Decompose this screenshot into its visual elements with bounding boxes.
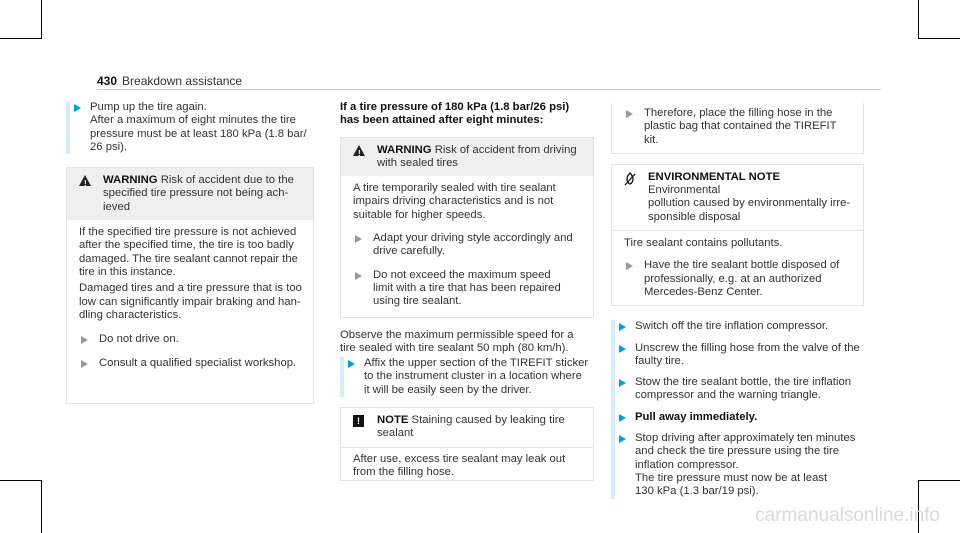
text-line: Observe the maximum permissible speed for a — [340, 328, 574, 341]
warning-label: WARNING — [377, 143, 432, 156]
action-item — [353, 269, 583, 309]
text-line: pressure must be at least 180 kPa (1.8 bar/ — [90, 127, 307, 140]
text-line: Do not drive on. — [99, 333, 179, 346]
warning-body — [341, 176, 593, 316]
step-arrow-icon — [619, 345, 626, 353]
text-line: compressor and the warning triangle. — [635, 389, 821, 402]
step-arrow-icon — [619, 379, 626, 387]
note-label: NOTE — [377, 414, 409, 427]
step-arrow-icon — [619, 414, 626, 422]
text-line: has been attained after eight minutes: — [340, 114, 544, 127]
text-line: Adapt your driving style accordingly and — [373, 232, 573, 245]
step-pump-up — [72, 101, 314, 154]
step-stow-items — [617, 376, 864, 403]
text-line: sealant — [377, 427, 414, 440]
text-line: If a tire pressure of 180 kPa (1.8 bar/26 psi) — [340, 101, 570, 113]
environmental-note-header — [612, 165, 863, 231]
text-line: Do not exceed the maximum speed — [373, 268, 551, 281]
text-line: Therefore, place the filling hose in the — [644, 107, 833, 119]
text-line: ieved — [103, 200, 131, 213]
text-line: impairs driving characteristics and is not — [353, 195, 554, 208]
text-line: Have the tire sealant bottle disposed of — [644, 259, 840, 272]
action-item — [79, 357, 303, 370]
column-3 — [611, 103, 864, 499]
section-heading — [340, 101, 594, 128]
text-line: dling characteristics. — [79, 308, 182, 321]
text-line: Risk of accident due to the — [160, 174, 294, 187]
warning-box — [340, 137, 594, 318]
warning-body — [67, 220, 313, 371]
header-divider — [97, 89, 881, 90]
note-header — [341, 408, 593, 448]
text-line: low can significantly impair braking and han- — [79, 295, 301, 308]
step-arrow-icon — [355, 235, 362, 243]
text-line: damaged. The tire sealant cannot repair the — [79, 252, 298, 265]
watermark: carmanualsonline.info — [755, 505, 940, 526]
text-line: Staining caused by leaking tire — [411, 414, 565, 427]
warning-header — [341, 138, 593, 177]
crop-mark — [918, 38, 960, 39]
step-unscrew-hose — [617, 342, 864, 369]
text-line: Damaged tires and a tire pressure that is too — [79, 282, 302, 295]
column-2 — [340, 101, 594, 481]
text-line: faulty tire. — [635, 354, 684, 367]
text-line: Mercedes-Benz Center. — [644, 285, 763, 298]
text-line: to the instrument cluster in a location where — [364, 370, 582, 383]
step-block — [340, 357, 594, 397]
text-line: Pump up the tire again. — [90, 101, 207, 113]
text-line: suitable for higher speeds. — [353, 208, 486, 221]
action-item — [624, 107, 853, 147]
page-header — [97, 74, 242, 88]
environment-icon — [624, 172, 636, 186]
paragraph — [340, 329, 594, 356]
note-continued-box — [611, 103, 864, 154]
text-line: The tire pressure must now be at least — [635, 471, 828, 484]
crop-mark — [918, 0, 919, 39]
text-line: specified tire pressure not being ach- — [103, 187, 289, 200]
warning-header — [67, 168, 313, 220]
text-line: 130 kPa (1.3 bar/19 psi). — [635, 485, 759, 498]
step-block — [66, 101, 314, 154]
step-affix-sticker — [346, 357, 594, 397]
text-line: from the filling hose. — [353, 465, 455, 478]
note-body — [341, 448, 593, 480]
text-line: tire in this instance. — [79, 265, 176, 278]
text-line: After use, excess tire sealant may leak out — [353, 452, 566, 465]
text-line: sponsible disposal — [648, 210, 741, 223]
text-line: it will be easily seen by the driver. — [364, 383, 532, 396]
step-arrow-icon — [348, 360, 355, 368]
text-line: A tire temporarily sealed with tire sealant — [353, 182, 556, 195]
crop-mark — [0, 480, 42, 481]
step-arrow-icon — [626, 110, 633, 118]
text-line: Switch off the tire inflation compressor. — [635, 320, 829, 333]
crop-mark — [918, 480, 960, 481]
text-line: 26 psi). — [90, 140, 128, 153]
crop-mark — [41, 480, 42, 533]
text-line: inflation compressor. — [635, 458, 739, 471]
note-box — [340, 407, 594, 481]
step-arrow-icon — [81, 336, 88, 344]
warning-box — [66, 167, 314, 404]
step-arrow-icon — [619, 323, 626, 331]
step-arrow-icon — [619, 435, 626, 443]
text-line: with sealed tires — [377, 156, 458, 169]
action-item — [79, 333, 303, 346]
text-line: Consult a qualified specialist workshop. — [99, 357, 297, 370]
action-item — [353, 232, 583, 259]
step-switch-off — [617, 320, 864, 333]
step-check-pressure — [617, 432, 864, 498]
text-line: Stop driving after approximately ten minutes — [635, 432, 856, 445]
page-number: 430 — [97, 74, 118, 88]
text-line: After a maximum of eight minutes the tire — [90, 114, 296, 127]
text-line: after the specified time, the tire is too badly — [79, 239, 294, 252]
text-line: Pull away immediately. — [635, 410, 758, 423]
column-1 — [66, 101, 314, 404]
text-line: and check the tire pressure using the tire — [635, 445, 840, 458]
text-line: Affix the upper section of the TIREFIT sticker — [364, 357, 589, 370]
text-line: professionally, e.g. at an authorized — [644, 272, 822, 285]
step-pull-away — [617, 411, 864, 424]
crop-mark — [0, 38, 42, 39]
section-title: Breakdown assistance — [122, 74, 243, 88]
text-line: pollution caused by environmentally irre- — [648, 197, 851, 210]
environmental-note-box — [611, 164, 864, 306]
warning-label: WARNING — [103, 174, 158, 187]
text-line: Tire sealant contains pollutants. — [624, 237, 783, 250]
environmental-label: ENVIRONMENTAL NOTE — [648, 170, 781, 183]
step-arrow-icon — [81, 360, 88, 368]
environmental-note-body — [612, 231, 863, 305]
step-arrow-icon — [355, 272, 362, 280]
text-line: If the specified tire pressure is not achieved — [79, 226, 297, 239]
text-line: Environmental — [648, 184, 721, 197]
warning-triangle-icon: ! — [79, 175, 91, 186]
text-line: tire sealed with tire sealant 50 mph (80 km/h). — [340, 341, 569, 354]
warning-triangle-icon: ! — [353, 145, 365, 156]
note-icon: ! — [353, 415, 364, 427]
step-arrow-icon — [626, 262, 633, 270]
step-block — [611, 320, 864, 498]
action-item — [624, 259, 853, 299]
text-line: Stow the tire sealant bottle, the tire inflation — [635, 376, 852, 389]
text-line: Risk of accident from driving — [434, 143, 577, 156]
text-line: kit. — [644, 133, 659, 146]
text-line: Unscrew the filling hose from the valve of the — [635, 341, 860, 354]
text-line: plastic bag that contained the TIREFIT — [644, 120, 837, 133]
crop-mark — [41, 0, 42, 39]
text-line: drive carefully. — [373, 245, 445, 258]
text-line: limit with a tire that has been repaired — [373, 281, 561, 294]
step-arrow-icon — [74, 104, 81, 112]
text-line: using tire sealant. — [373, 295, 462, 308]
